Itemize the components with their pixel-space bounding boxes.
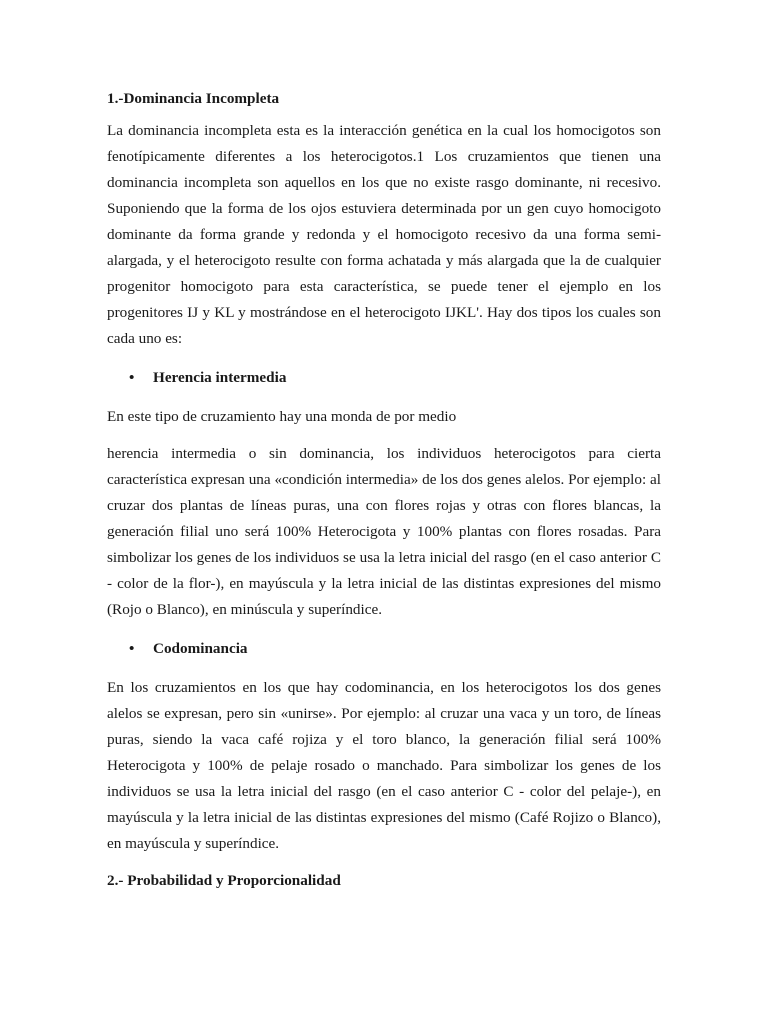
paragraph-herencia-intermedia: herencia intermedia o sin dominancia, los individuos heterocigotos para cierta característica expresan una «condición intermedia» de los dos genes alelos. Por ejemplo: al cruzar dos plantas de líneas puras, una con flores rojas y otras con flores blancas, la generación filial uno será 100% Heterocigota y 100% plantas con flores rosadas. Para simbolizar los genes de los individuos se usa la letra inicial del rasgo (en el caso anterior C - color de la flor-), en mayúscula y la letra inicial de las distintas expresiones del mismo (Rojo o Blanco), en minúscula y superíndice. <box>107 445 661 618</box>
bullet-icon: • <box>129 369 135 386</box>
section-heading-dominancia-incompleta: 1.-Dominancia Incompleta <box>107 90 280 107</box>
bullet-label-herencia-intermedia: Herencia intermedia <box>153 369 287 386</box>
bullet-icon: • <box>129 640 135 657</box>
bullet-item-codominancia <box>107 636 661 662</box>
paragraph-dominancia-incompleta: La dominancia incompleta esta es la interacción genética en la cual los homocigotos son fenotípicamente diferentes a los heterocigotos.1 Los cruzamientos que tienen una dominancia incompleta son aquellos en los que no existe rasgo dominante, ni recesivo. Suponiendo que la forma de los ojos estuviera determinada por un gen cuyo homocigoto dominante da forma grande y redonda y el homocigoto recesivo da una forma semi-alargada, y el heterocigoto resulte con forma achatada y más alargada que la de cualquier progenitor homocigoto para esta característica, se puede tener el ejemplo en los progenitores IJ y KL y mostrándose en el heterocigoto IJKL'. Hay dos tipos los cuales son cada uno es: <box>107 122 661 347</box>
paragraph-codominancia: En los cruzamientos en los que hay codominancia, en los heterocigotos los dos genes alelos se expresan, pero sin «unirse». Por ejemplo: al cruzar una vaca y un toro, de líneas puras, siendo la vaca café rojiza y el toro blanco, la generación filial será 100% Heterocigota y 100% de pelaje rosado o manchado. Para simbolizar los genes de los individuos se usa la letra inicial del rasgo (en el caso anterior C - color del pelaje-), en mayúscula y la letra inicial de las distintas expresiones del mismo (Café Rojizo o Blanco), en mayúscula y superíndice. <box>107 679 661 852</box>
section-heading-probabilidad: 2.- Probabilidad y Proporcionalidad <box>107 872 341 889</box>
document-body <box>107 86 661 894</box>
paragraph-monda-line: En este tipo de cruzamiento hay una monda de por medio <box>107 408 457 425</box>
bullet-item-herencia-intermedia <box>107 365 661 391</box>
bullet-label-codominancia: Codominancia <box>153 640 248 657</box>
